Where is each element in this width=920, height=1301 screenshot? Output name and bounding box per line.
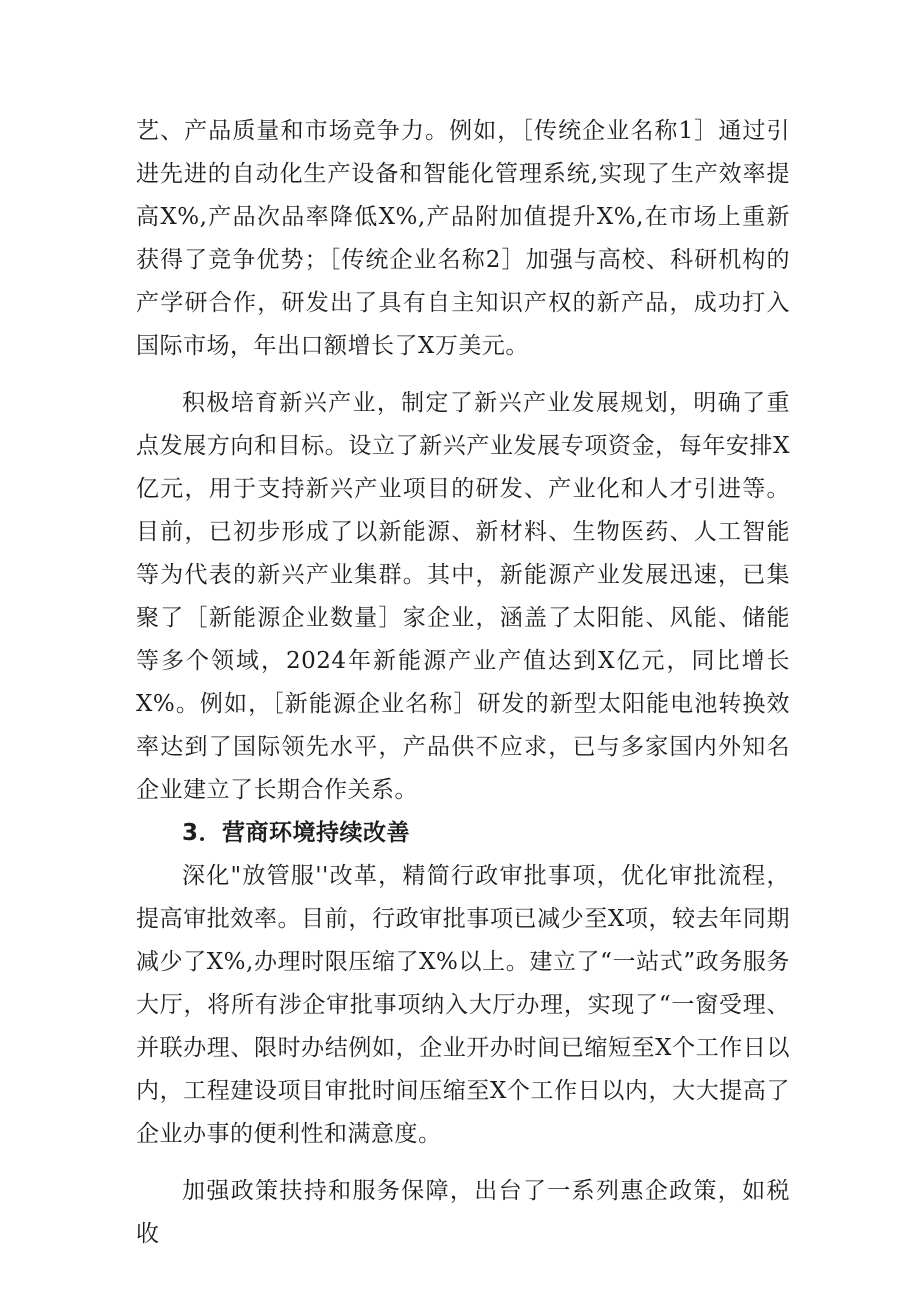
document-body xyxy=(136,110,790,1256)
paragraph-gap xyxy=(136,368,790,382)
paragraph-emerging-industry: 积极培育新兴产业，制定了新兴产业发展规划，明确了重点发展方向和目标。设立了新兴产业发展专项资金，每年安排X亿元，用于支持新兴产业项目的研发、产业化和人才引进等。目前，已初步形成了以新能源、新材料、生物医药、人工智能等为代表的新兴产业集群。其中，新能源产业发展迅速，已集聚了［新能源企业数量］家企业，涵盖了太阳能、风能、储能等多个领域，2024年新能源产业产值达到X亿元，同比增长X%。例如，［新能源企业名称］研发的新型太阳能电池转换效率达到了国际领先水平，产品供不应求，已与多家国内外知名企业建立了长期合作关系。 xyxy=(136,390,790,803)
section-heading: 3．营商环境持续改善 xyxy=(182,820,411,846)
paragraph-reform: 深化"放管服''改革，精简行政审批事项，优化审批流程，提高审批效率。目前，行政审批事项已减少至X项，较去年同期减少了X%,办理时限压缩了X%以上。建立了“一站式”政务服务大厅，将所有涉企审批事项纳入大厅办理，实现了“一窗受理、并联办理、限时办结例如，企业开办时间已缩短至X个工作日以内，工程建设项目审批时间压缩至X个工作日以内，大大提高了企业办事的便利性和满意度。 xyxy=(136,863,790,1147)
paragraph-policy-support: 加强政策扶持和服务保障，出台了一系列惠企政策，如税收 xyxy=(136,1178,790,1247)
paragraph-gap xyxy=(136,1156,790,1170)
paragraph-traditional-industry: 艺、产品质量和市场竞争力。例如，［传统企业名称1］通过引进先进的自动化生产设备和智能化管理系统,实现了生产效率提高X%,产品次品率降低X%,产品附加值提升X%,在市场上重新获得了竞争优势；［传统企业名称2］加强与高校、科研机构的产学研合作，研发出了具有自主知识产权的新产品，成功打入国际市场，年出口额增长了X万美元。 xyxy=(136,118,790,359)
